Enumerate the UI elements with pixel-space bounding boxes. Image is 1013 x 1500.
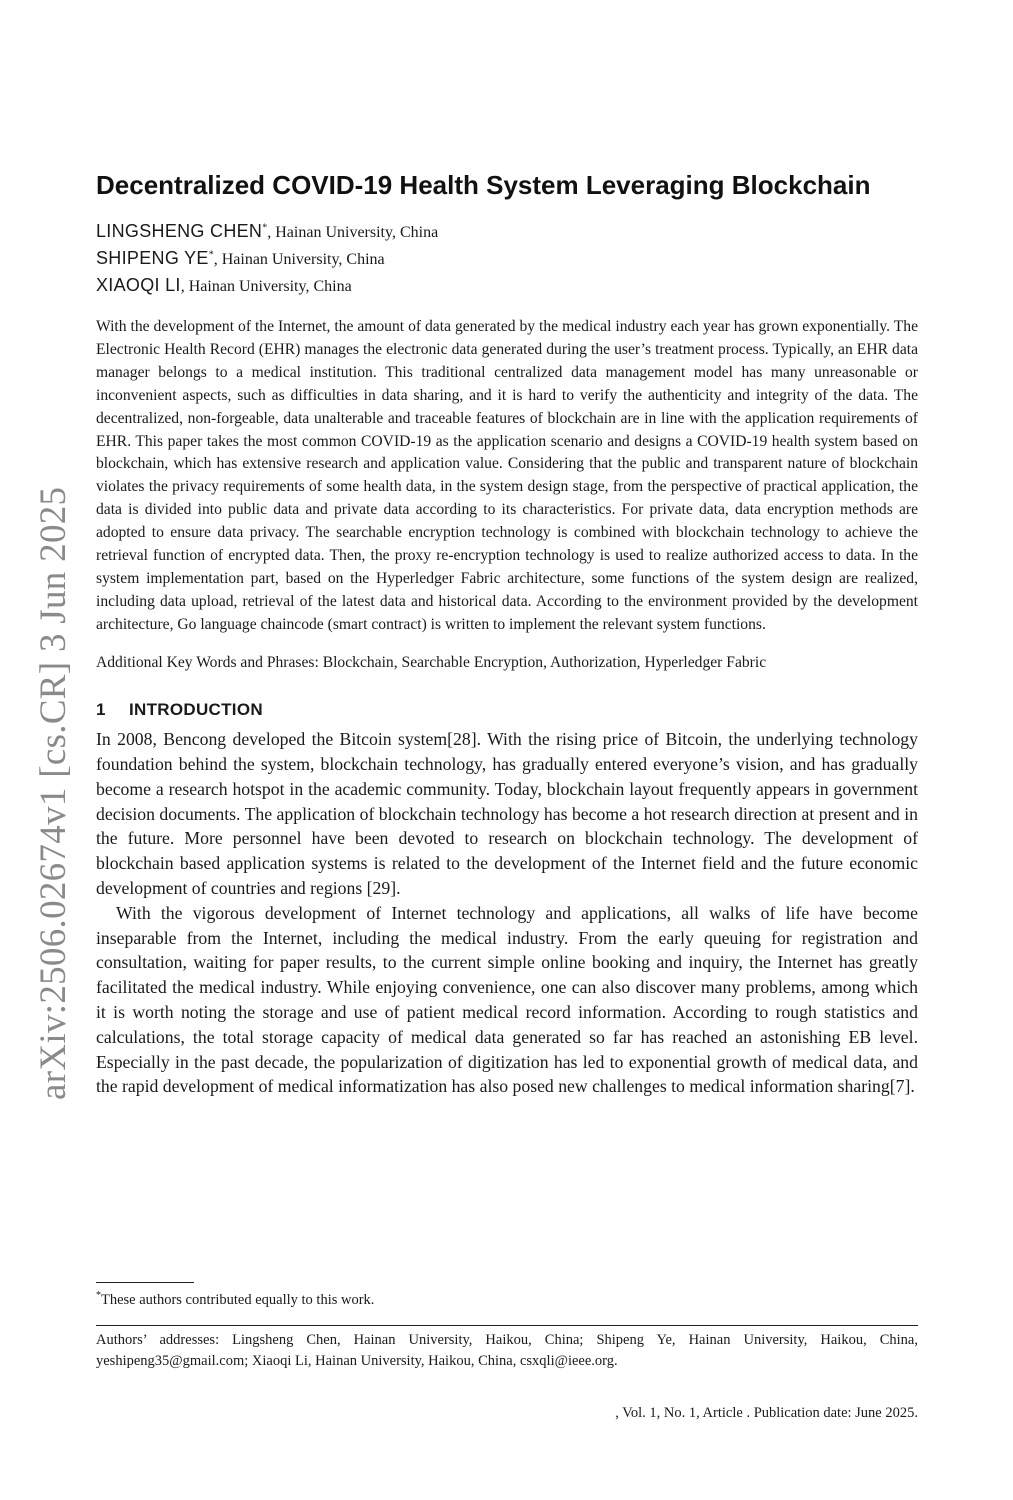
footnote-divider: [96, 1282, 194, 1283]
body-paragraph: With the vigorous development of Internet technology and applications, all walks of life have become inseparable from the Internet, including the medical industry. From the early queuing for registration and consultation, waiting for paper results, to the current simple online booking and inquiry, the Internet has greatly facilitated the medical industry. While enjoying convenience, one can also discover many problems, among which it is worth noting the storage and use of patient medical record information. According to rough statistics and calculations, the total storage capacity of medical data generated so far has reached an astonishing EB level. Especially in the past decade, the popularization of digitization has led to exponential growth of medical data, and the rapid development of medical informatization has also posed new challenges to medical information sharing[7].: [96, 902, 918, 1097]
section-number: 1: [96, 700, 106, 720]
arxiv-identifier: arXiv:2506.02674v1 [cs.CR] 3 Jun 2025: [33, 486, 74, 1100]
author-entry: [96, 218, 918, 245]
equal-contribution-mark: *: [208, 249, 214, 261]
keywords: Additional Key Words and Phrases: Blockchain, Searchable Encryption, Authorization, Hyperledger Fabric: [96, 654, 767, 672]
section-title: INTRODUCTION: [129, 700, 263, 720]
author-affiliation: , Hainan University, China: [180, 278, 352, 295]
publication-info: , Vol. 1, No. 1, Article . Publication date: June 2025.: [615, 1405, 918, 1421]
author-affiliation: , Hainan University, China: [267, 224, 439, 241]
author-name: SHIPENG YE: [96, 248, 209, 268]
author-name: XIAOQI LI: [96, 275, 181, 295]
author-entry: [96, 245, 918, 272]
author-list: [96, 218, 918, 299]
address-divider: [96, 1325, 918, 1326]
body-paragraph: In 2008, Bencong developed the Bitcoin system[28]. With the rising price of Bitcoin, the underlying technology foundation behind the system, blockchain technology, has gradually entered everyone’s vision, and has gradually become a research hotspot in the academic community. Today, blockchain layout frequently appears in government decision documents. The application of blockchain technology has become a hot research direction at present and in the future. More personnel have been devoted to research on blockchain technology. The development of blockchain based application systems is related to the development of the Internet field and the future economic development of countries and regions [29].: [96, 729, 918, 899]
footnote-mark: *: [96, 1290, 101, 1302]
paper-title: Decentralized COVID-19 Health System Leveraging Blockchain: [96, 170, 871, 200]
section-heading: [96, 697, 918, 723]
author-affiliation: , Hainan University, China: [213, 251, 385, 268]
author-entry: [96, 272, 918, 299]
paper-content: [96, 168, 918, 1099]
equal-contribution-mark: *: [262, 222, 268, 234]
author-addresses: Authors’ addresses: Lingsheng Chen, Hainan University, Haikou, China; Shipeng Ye, Hainan University, Haikou, China, yeshipeng35@gmail.com; Xiaoqi Li, Hainan University, Haikou, China, csxqli@ieee.org.: [96, 1332, 918, 1369]
author-name: LINGSHENG CHEN: [96, 221, 263, 241]
footnote: [96, 1290, 918, 1310]
abstract: With the development of the Internet, the amount of data generated by the medical industry each year has grown exponentially. The Electronic Health Record (EHR) manages the electronic data generated during the user’s treatment process. Typically, an EHR data manager belongs to a medical institution. This traditional centralized data management model has many unreasonable or inconvenient aspects, such as difficulties in data sharing, and it is hard to verify the authenticity and integrity of the data. The decentralized, non-forgeable, data unalterable and traceable features of blockchain are in line with the application requirements of EHR. This paper takes the most common COVID-19 as the application scenario and designs a COVID-19 health system based on blockchain, which has extensive research and application value. Considering that the public and transparent nature of blockchain violates the privacy requirements of some health data, in the system design stage, from the perspective of practical application, the data is divided into public data and private data according to its characteristics. For private data, data encryption methods are adopted to ensure data privacy. The searchable encryption technology is combined with blockchain technology to achieve the retrieval function of encrypted data. Then, the proxy re-encryption technology is used to realize authorized access to data. In the system implementation part, based on the Hyperledger Fabric architecture, some functions of the system design are realized, including data upload, retrieval of the latest data and historical data. According to the environment provided by the development architecture, Go language chaincode (smart contract) is written to implement the relevant system functions.: [96, 318, 918, 633]
footnote-text: These authors contributed equally to this work.: [101, 1292, 375, 1308]
